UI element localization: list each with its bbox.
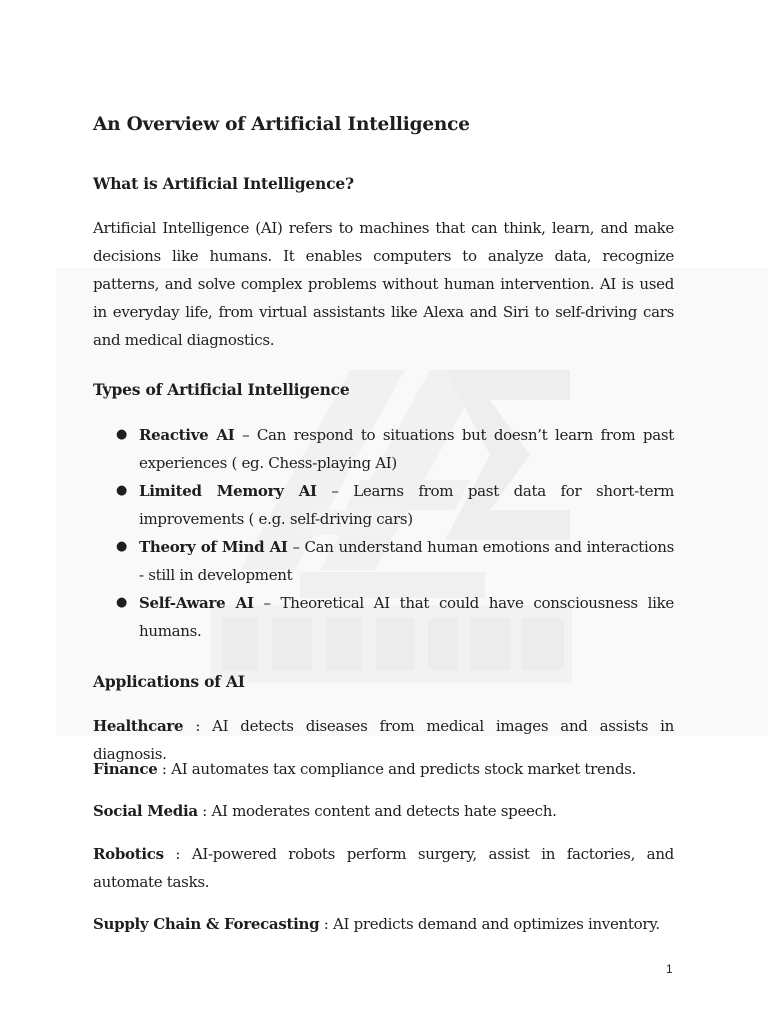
bullet-icon: ● xyxy=(116,539,128,554)
application-item-social-media xyxy=(93,797,674,825)
what-is-ai-paragraph: Artificial Intelligence (AI) refers to machines that can think, learn, and make decisions like humans. It enables computers to analyze data, recognize patterns, and solve complex problems without human intervention. AI is used in everyday life, from virtual assistants like Alexa and Siri to self-driving cars and medical diagnostics. xyxy=(93,219,674,349)
what-is-ai-heading: What is Artificial Intelligence? xyxy=(93,174,354,193)
bullet-icon: ● xyxy=(116,483,128,498)
ai-type-term: Limited Memory AI xyxy=(139,482,317,500)
application-item-supply-chain xyxy=(93,910,674,938)
page-number: 1 xyxy=(666,962,673,976)
ai-type-term: Self-Aware AI xyxy=(139,594,254,612)
ai-type-description: – Can respond to situations but doesn’t learn from past experiences ( eg. Chess-playing AI) xyxy=(139,426,674,472)
ai-type-description: – Can understand human emotions and interactions - still in development xyxy=(139,538,674,584)
application-item-robotics xyxy=(93,840,674,896)
list-item xyxy=(93,421,674,477)
application-description: : AI automates tax compliance and predicts stock market trends. xyxy=(157,760,637,778)
application-term: Robotics xyxy=(93,845,164,863)
application-term: Finance xyxy=(93,760,158,778)
ai-type-term: Reactive AI xyxy=(139,426,235,444)
document-title: An Overview of Artificial Intelligence xyxy=(93,114,470,135)
types-of-ai-heading: Types of Artificial Intelligence xyxy=(93,380,350,399)
application-description: : AI predicts demand and optimizes inventory. xyxy=(319,915,660,933)
ai-type-description: – Learns from past data for short-term improvements ( e.g. self-driving cars) xyxy=(139,482,674,528)
list-item xyxy=(93,477,674,533)
bullet-icon: ● xyxy=(116,427,128,442)
application-description: : AI moderates content and detects hate speech. xyxy=(197,802,557,820)
application-description: : AI-powered robots perform surgery, assist in factories, and automate tasks. xyxy=(93,845,674,891)
application-item-finance xyxy=(93,755,674,783)
application-term: Supply Chain & Forecasting xyxy=(93,915,320,933)
application-description: : AI detects diseases from medical images and assists in diagnosis. xyxy=(93,717,674,763)
list-item xyxy=(93,533,674,589)
bullet-icon: ● xyxy=(116,595,128,610)
applications-heading: Applications of AI xyxy=(93,672,245,691)
application-term: Social Media xyxy=(93,802,198,820)
ai-type-description: – Theoretical AI that could have consciousness like humans. xyxy=(139,594,674,640)
types-of-ai-list xyxy=(93,421,674,645)
application-term: Healthcare xyxy=(93,717,184,735)
ai-type-term: Theory of Mind AI xyxy=(139,538,288,556)
list-item xyxy=(93,589,674,645)
